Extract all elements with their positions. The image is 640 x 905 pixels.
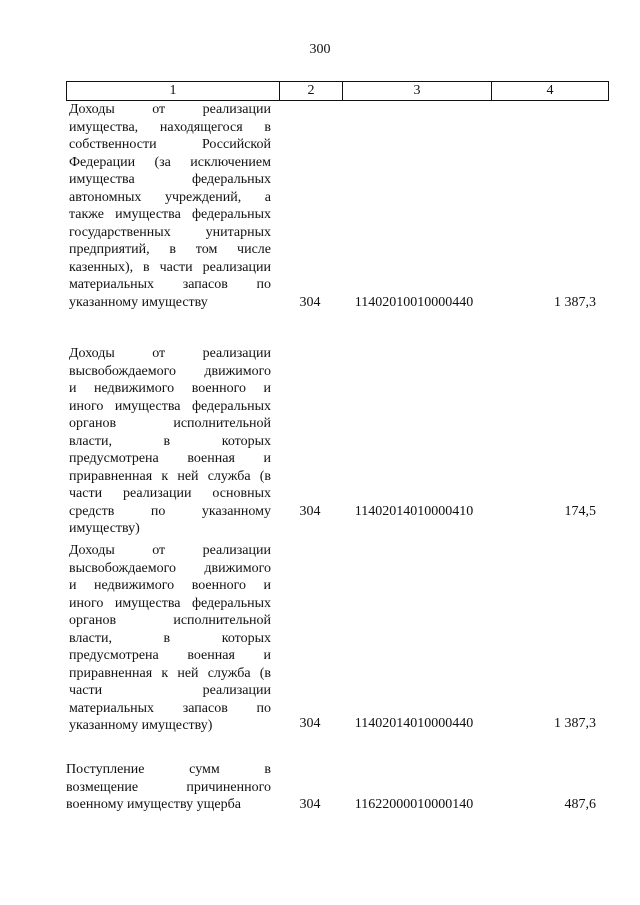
row-name-line: возмещение причиненного bbox=[66, 779, 271, 795]
row-name-line: органов исполнительной bbox=[69, 613, 271, 628]
row-chapter: 304 bbox=[299, 504, 321, 519]
row-amount: 487,6 bbox=[564, 797, 596, 812]
row-name-line: Доходы от реализации bbox=[69, 543, 271, 558]
column-header-3: 3 bbox=[343, 82, 492, 101]
row-name-line: части реализации основных bbox=[69, 486, 271, 501]
row-name-line: государственных унитарных bbox=[69, 224, 271, 240]
row-code: 11402014010000410 bbox=[354, 504, 474, 519]
row-name-line: также имущества федеральных bbox=[69, 207, 271, 222]
row-name-line: и недвижимого военного и bbox=[69, 381, 271, 396]
row-name bbox=[69, 101, 271, 311]
row-name-line: приравненная к ней служба (в bbox=[69, 468, 271, 484]
row-chapter: 304 bbox=[299, 797, 321, 812]
row-name-line: власти, в которых bbox=[69, 433, 271, 449]
row-name-line: материальных запасов по bbox=[69, 700, 271, 716]
row-name-line: органов исполнительной bbox=[69, 416, 271, 431]
row-name-line: и недвижимого военного и bbox=[69, 578, 271, 593]
row-code: 11402014010000440 bbox=[354, 716, 474, 731]
row-name-line: материальных запасов по bbox=[69, 277, 271, 292]
row-name-line: указанному имуществу bbox=[69, 294, 208, 310]
row-name-line: приравненная к ней служба (в bbox=[69, 665, 271, 681]
row-name-line: предусмотрена военная и bbox=[69, 648, 271, 663]
row-chapter: 304 bbox=[299, 716, 321, 731]
row-name-line: собственности Российской bbox=[69, 137, 271, 152]
column-header-4: 4 bbox=[492, 82, 609, 101]
row-name-line: высвобождаемого движимого bbox=[69, 363, 271, 379]
row-name bbox=[69, 345, 271, 538]
column-header-1: 1 bbox=[67, 82, 280, 101]
row-name-line: иного имущества федеральных bbox=[69, 595, 271, 611]
row-code: 11622000010000140 bbox=[354, 797, 474, 812]
row-name-line: иного имущества федеральных bbox=[69, 398, 271, 414]
row-name-line: имущества федеральных bbox=[69, 172, 271, 187]
row-name-line: казенных), в части реализации bbox=[69, 259, 271, 275]
column-header-2: 2 bbox=[280, 82, 343, 101]
row-name-line: части реализации bbox=[69, 683, 271, 698]
row-name-line: Доходы от реализации bbox=[69, 346, 271, 361]
row-name-line: имуществу) bbox=[69, 521, 140, 536]
row-name-line: Доходы от реализации bbox=[69, 102, 271, 117]
row-name bbox=[66, 761, 271, 814]
row-chapter: 304 bbox=[299, 294, 321, 310]
column-header-row bbox=[67, 82, 609, 101]
row-name-line: указанному имуществу) bbox=[69, 718, 213, 733]
row-name bbox=[69, 542, 271, 735]
row-amount: 1 387,3 bbox=[554, 716, 596, 731]
row-name-line: предусмотрена военная и bbox=[69, 451, 271, 466]
row-code: 11402010010000440 bbox=[354, 294, 474, 310]
row-name-line: предприятий, в том числе bbox=[69, 242, 271, 257]
row-name-line: средств по указанному bbox=[69, 503, 271, 519]
row-amount: 1 387,3 bbox=[554, 294, 596, 310]
row-name-line: автономных учреждений, а bbox=[69, 189, 271, 205]
row-name-line: имущества, находящегося в bbox=[69, 119, 271, 135]
page-number: 300 bbox=[309, 42, 331, 57]
row-name-line: Поступление сумм в bbox=[66, 762, 271, 777]
row-amount: 174,5 bbox=[564, 504, 596, 519]
column-header-table bbox=[66, 81, 609, 101]
row-name-line: военному имуществу ущерба bbox=[66, 797, 241, 812]
row-name-line: высвобождаемого движимого bbox=[69, 560, 271, 576]
row-name-line: Федерации (за исключением bbox=[69, 154, 271, 170]
row-name-line: власти, в которых bbox=[69, 630, 271, 646]
